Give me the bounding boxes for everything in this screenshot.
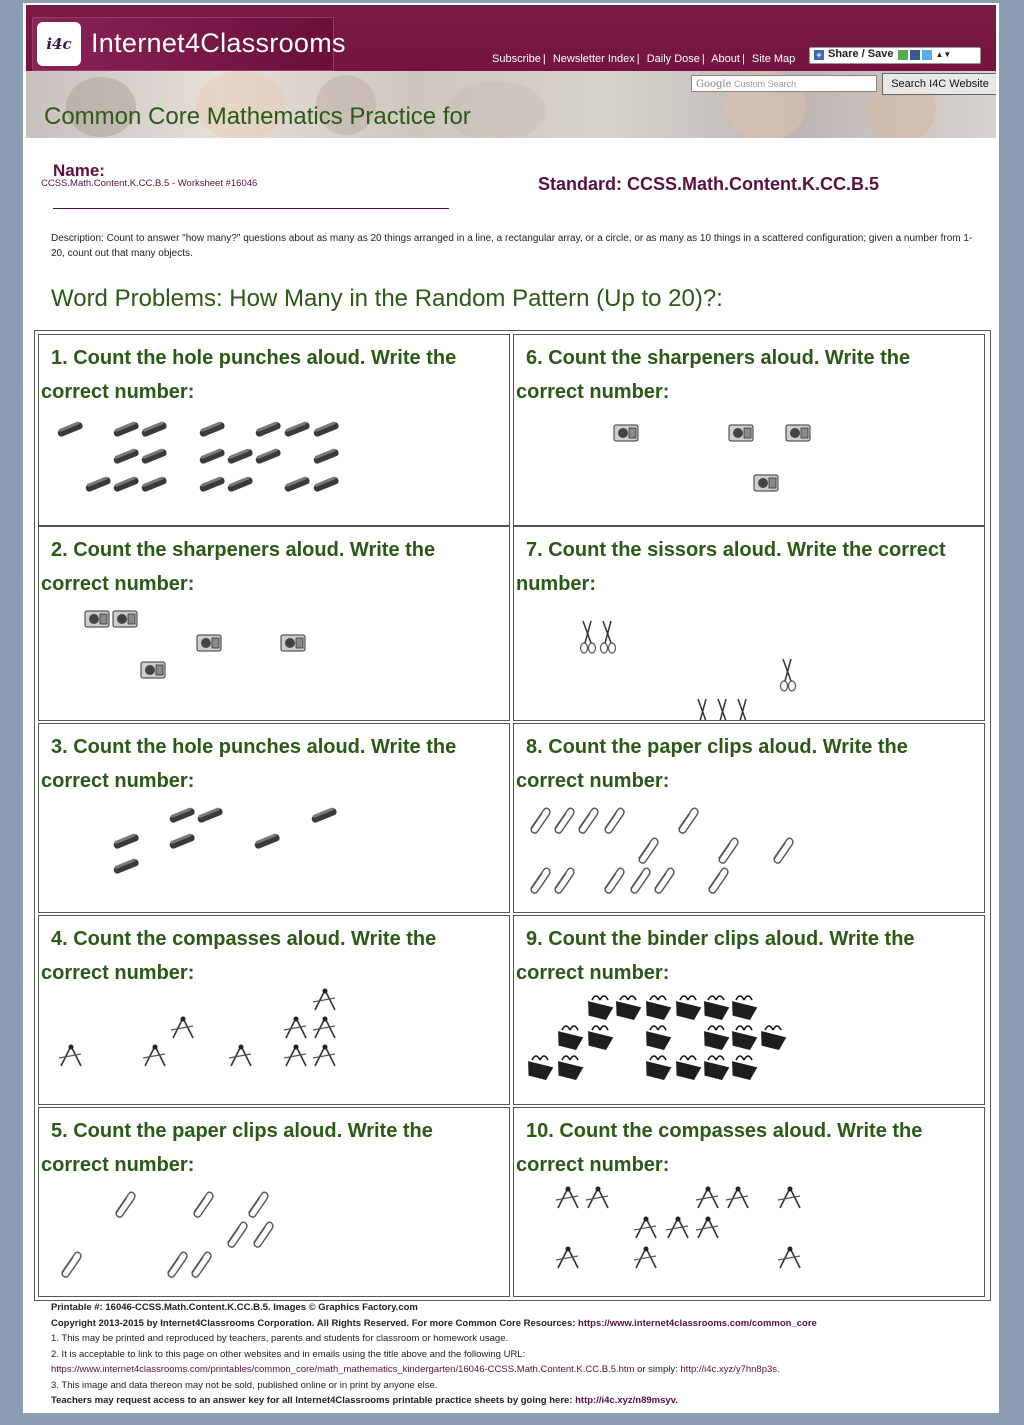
search-button[interactable]: Search I4C Website: [882, 73, 996, 95]
question-cell: [513, 723, 985, 913]
compass-icon: [229, 1045, 251, 1067]
hole-punch-icon: [169, 833, 196, 849]
hole-punch-icon: [113, 858, 140, 874]
question-cell: [38, 526, 510, 721]
about-link[interactable]: About: [711, 53, 740, 65]
paper-clip-icon: [718, 836, 738, 865]
worksheet-id: CCSS.Math.Content.K.CC.B.5 - Worksheet #16046: [41, 178, 258, 189]
hole-punch-icon: [141, 448, 168, 464]
hole-punch-icon: [113, 833, 140, 849]
paper-clip-icon: [253, 1220, 273, 1249]
question-text: 1. Count the hole punches aloud. Write the correct number:: [41, 347, 457, 403]
sharpener-icon: [614, 425, 638, 441]
hole-punch-icon: [113, 476, 140, 492]
sharpener-icon: [729, 425, 753, 441]
sharpener-icon: [786, 425, 810, 441]
binder-clip-icon: [673, 996, 702, 1021]
search-input[interactable]: [691, 75, 877, 92]
top-nav: Subscribe | Newsletter Index | Daily Dose | About | Site Map: [492, 53, 796, 65]
question-text: 6. Count the sharpeners aloud. Write the correct number:: [516, 347, 911, 403]
paper-clip-icon: [191, 1250, 211, 1279]
question-text: 2. Count the sharpeners aloud. Write the correct number:: [41, 539, 436, 595]
question-cell: [513, 915, 985, 1105]
sharpener-icon: [281, 635, 305, 651]
subscribe-link[interactable]: Subscribe: [492, 53, 541, 65]
compass-icon: [59, 1045, 81, 1067]
hole-punch-icon: [85, 476, 112, 492]
hole-punch-icon: [113, 448, 140, 464]
question-cell: [38, 334, 510, 526]
daily-dose-link[interactable]: Daily Dose: [646, 53, 700, 65]
share-dropdown-icon: ▲▼: [935, 50, 952, 59]
plus-icon: +: [814, 50, 824, 60]
paper-clip-icon: [167, 1250, 187, 1279]
paper-clip-icon: [708, 866, 728, 895]
binder-clip-icon: [643, 1056, 672, 1081]
search-placeholder: Custom Search: [734, 79, 797, 89]
compass-icon: [696, 1217, 718, 1239]
binder-clip-icon: [701, 996, 730, 1021]
hole-punch-icon: [313, 476, 340, 492]
sharpener-icon: [85, 611, 109, 627]
compass-icon: [666, 1217, 688, 1239]
hole-punch-icon: [197, 807, 224, 823]
hole-punch-icon: [169, 807, 196, 823]
paper-clip-icon: [578, 806, 598, 835]
question-text: 7. Count the sissors aloud. Write the correct number:: [516, 539, 946, 595]
copyright-text: Copyright 2013-2015 by Internet4Classrooms Corporation. All Rights Reserved. For more Common Core Resources:: [51, 1317, 576, 1329]
scissors-icon: [736, 699, 751, 721]
hole-punch-icon: [199, 476, 226, 492]
compass-icon: [586, 1187, 608, 1209]
hole-punch-icon: [227, 448, 254, 464]
worksheet-url-link[interactable]: https://www.internet4classrooms.com/printables/common_core/math_mathematics_kindergarten/16046-CCSS.Math.Content.K.CC.B.5.htm: [51, 1364, 635, 1375]
compass-icon: [696, 1187, 718, 1209]
page-title: Common Core Mathematics Practice for: [44, 103, 471, 130]
question-grid: [34, 330, 991, 1301]
question-text: 3. Count the hole punches aloud. Write the correct number:: [41, 736, 457, 792]
compass-icon: [634, 1217, 656, 1239]
compass-icon: [778, 1187, 800, 1209]
description-text: Description: Count to answer "how many?" questions about as many as 20 things arranged in a line, a rectangular array, or a circle, or as many as 10 things in a scattered configuration; given a number from 1-20, count out that many objects.: [51, 233, 973, 259]
binder-clip-icon: [613, 996, 642, 1021]
question-text: 4. Count the compasses aloud. Write the correct number:: [41, 928, 437, 984]
hole-punch-icon: [311, 807, 338, 823]
name-write-line: [53, 208, 449, 209]
binder-clip-icon: [701, 1026, 730, 1051]
question-cell: [38, 1107, 510, 1297]
question-text: 10. Count the compasses aloud. Write the correct number:: [516, 1120, 923, 1176]
google-brand: Google: [696, 79, 732, 90]
hole-punch-icon: [141, 476, 168, 492]
binder-clip-icon: [758, 1026, 787, 1051]
scissors-icon: [601, 621, 616, 653]
scissors-icon: [781, 659, 796, 691]
email-share-icon: [898, 50, 908, 60]
scissors-icon: [581, 621, 596, 653]
question-text: 5. Count the paper clips aloud. Write the correct number:: [41, 1120, 433, 1176]
question-cell: [513, 334, 985, 526]
compass-icon: [284, 1017, 306, 1039]
compass-icon: [313, 1045, 335, 1067]
binder-clip-icon: [729, 1056, 758, 1081]
binder-clip-icon: [555, 1026, 584, 1051]
paper-clip-icon: [630, 866, 650, 895]
hole-punch-icon: [141, 421, 168, 437]
sharpener-icon: [141, 662, 165, 678]
scissors-icon: [696, 699, 711, 721]
share-save-button[interactable]: [809, 47, 981, 64]
hole-punch-icon: [57, 421, 84, 437]
question-cell: [38, 723, 510, 913]
compass-icon: [313, 1017, 335, 1039]
newsletter-index-link[interactable]: Newsletter Index: [552, 53, 635, 65]
paper-clip-icon: [678, 806, 698, 835]
hole-punch-icon: [113, 421, 140, 437]
logo-badge: i4c: [37, 22, 81, 66]
paper-clip-icon: [530, 806, 550, 835]
sharpener-icon: [754, 475, 778, 491]
hole-punch-icon: [284, 476, 311, 492]
question-cell: [513, 526, 985, 721]
hole-punch-icon: [313, 448, 340, 464]
binder-clip-icon: [643, 1026, 672, 1051]
binder-clip-icon: [729, 996, 758, 1021]
compass-icon: [778, 1247, 800, 1269]
sharpener-icon: [113, 611, 137, 627]
question-text: 8. Count the paper clips aloud. Write the correct number:: [516, 736, 908, 792]
sharpener-icon: [197, 635, 221, 651]
binder-clip-icon: [525, 1056, 554, 1081]
usage-note-1: 1. This may be printed and reproduced by teachers, parents and students for classroom or homework usage.: [51, 1333, 509, 1344]
name-label: Name:: [53, 161, 105, 180]
paper-clip-icon: [554, 806, 574, 835]
hole-punch-icon: [199, 448, 226, 464]
binder-clip-icon: [585, 996, 614, 1021]
paper-clip-icon: [227, 1220, 247, 1249]
short-url-link[interactable]: http://i4c.xyz/y7hn8p3s.: [680, 1364, 780, 1375]
common-core-link[interactable]: https://www.internet4classrooms.com/common_core: [578, 1317, 817, 1329]
site-header: [26, 5, 996, 138]
site-logo[interactable]: [32, 17, 346, 71]
compass-icon: [313, 989, 335, 1011]
paper-clip-icon: [248, 1190, 268, 1219]
usage-note-2: 2. It is acceptable to link to this page on other websites and in emails using the title above and the following URL:: [51, 1348, 526, 1360]
hole-punch-icon: [284, 421, 311, 437]
logo-text: Internet4Classrooms: [91, 28, 346, 58]
facebook-icon: [910, 50, 920, 60]
site-map-link[interactable]: Site Map: [751, 53, 796, 65]
twitter-icon: [922, 50, 932, 60]
paper-clip-icon: [773, 836, 793, 865]
worksheet-page: [23, 3, 999, 1413]
usage-note-3: 3. This image and data thereon may not be sold, published online or in print by anyone else.: [51, 1379, 438, 1391]
hole-punch-icon: [313, 421, 340, 437]
question-cell: [38, 915, 510, 1105]
binder-clip-icon: [701, 1056, 730, 1081]
hole-punch-icon: [254, 833, 281, 849]
paper-clip-icon: [115, 1190, 135, 1219]
paper-clip-icon: [193, 1190, 213, 1219]
footer: [51, 1300, 991, 1409]
compass-icon: [556, 1247, 578, 1269]
question-text: 9. Count the binder clips aloud. Write the correct number:: [516, 928, 915, 984]
paper-clip-icon: [604, 866, 624, 895]
binder-clip-icon: [555, 1056, 584, 1081]
scissors-icon: [716, 699, 731, 721]
paper-clip-icon: [654, 866, 674, 895]
worksheet-subtitle: Word Problems: How Many in the Random Pattern (Up to 20)?:: [51, 285, 723, 312]
binder-clip-icon: [643, 996, 672, 1021]
compass-icon: [171, 1017, 193, 1039]
paper-clip-icon: [604, 806, 624, 835]
answer-key-link[interactable]: http://i4c.xyz/n89msyv.: [575, 1395, 678, 1406]
binder-clip-icon: [729, 1026, 758, 1051]
hole-punch-icon: [199, 421, 226, 437]
paper-clip-icon: [61, 1250, 81, 1279]
paper-clip-icon: [530, 866, 550, 895]
hole-punch-icon: [255, 421, 282, 437]
standard-heading: Standard: CCSS.Math.Content.K.CC.B.5: [538, 174, 880, 194]
paper-clip-icon: [554, 866, 574, 895]
compass-icon: [634, 1247, 656, 1269]
answer-key-text: Teachers may request access to an answer key for all Internet4Classrooms printable practice sheets by going here:: [51, 1395, 573, 1406]
compass-icon: [556, 1187, 578, 1209]
or-simply-text: or simply:: [637, 1364, 678, 1375]
binder-clip-icon: [673, 1056, 702, 1081]
binder-clip-icon: [585, 1026, 614, 1051]
compass-icon: [284, 1045, 306, 1067]
compass-icon: [726, 1187, 748, 1209]
printable-number: Printable #: 16046-CCSS.Math.Content.K.CC.B.5. Images © Graphics Factory.com: [51, 1302, 418, 1313]
compass-icon: [143, 1045, 165, 1067]
question-cell: [513, 1107, 985, 1297]
hole-punch-icon: [255, 448, 282, 464]
paper-clip-icon: [638, 836, 658, 865]
hole-punch-icon: [227, 476, 254, 492]
share-save-label: Share / Save: [828, 48, 894, 60]
